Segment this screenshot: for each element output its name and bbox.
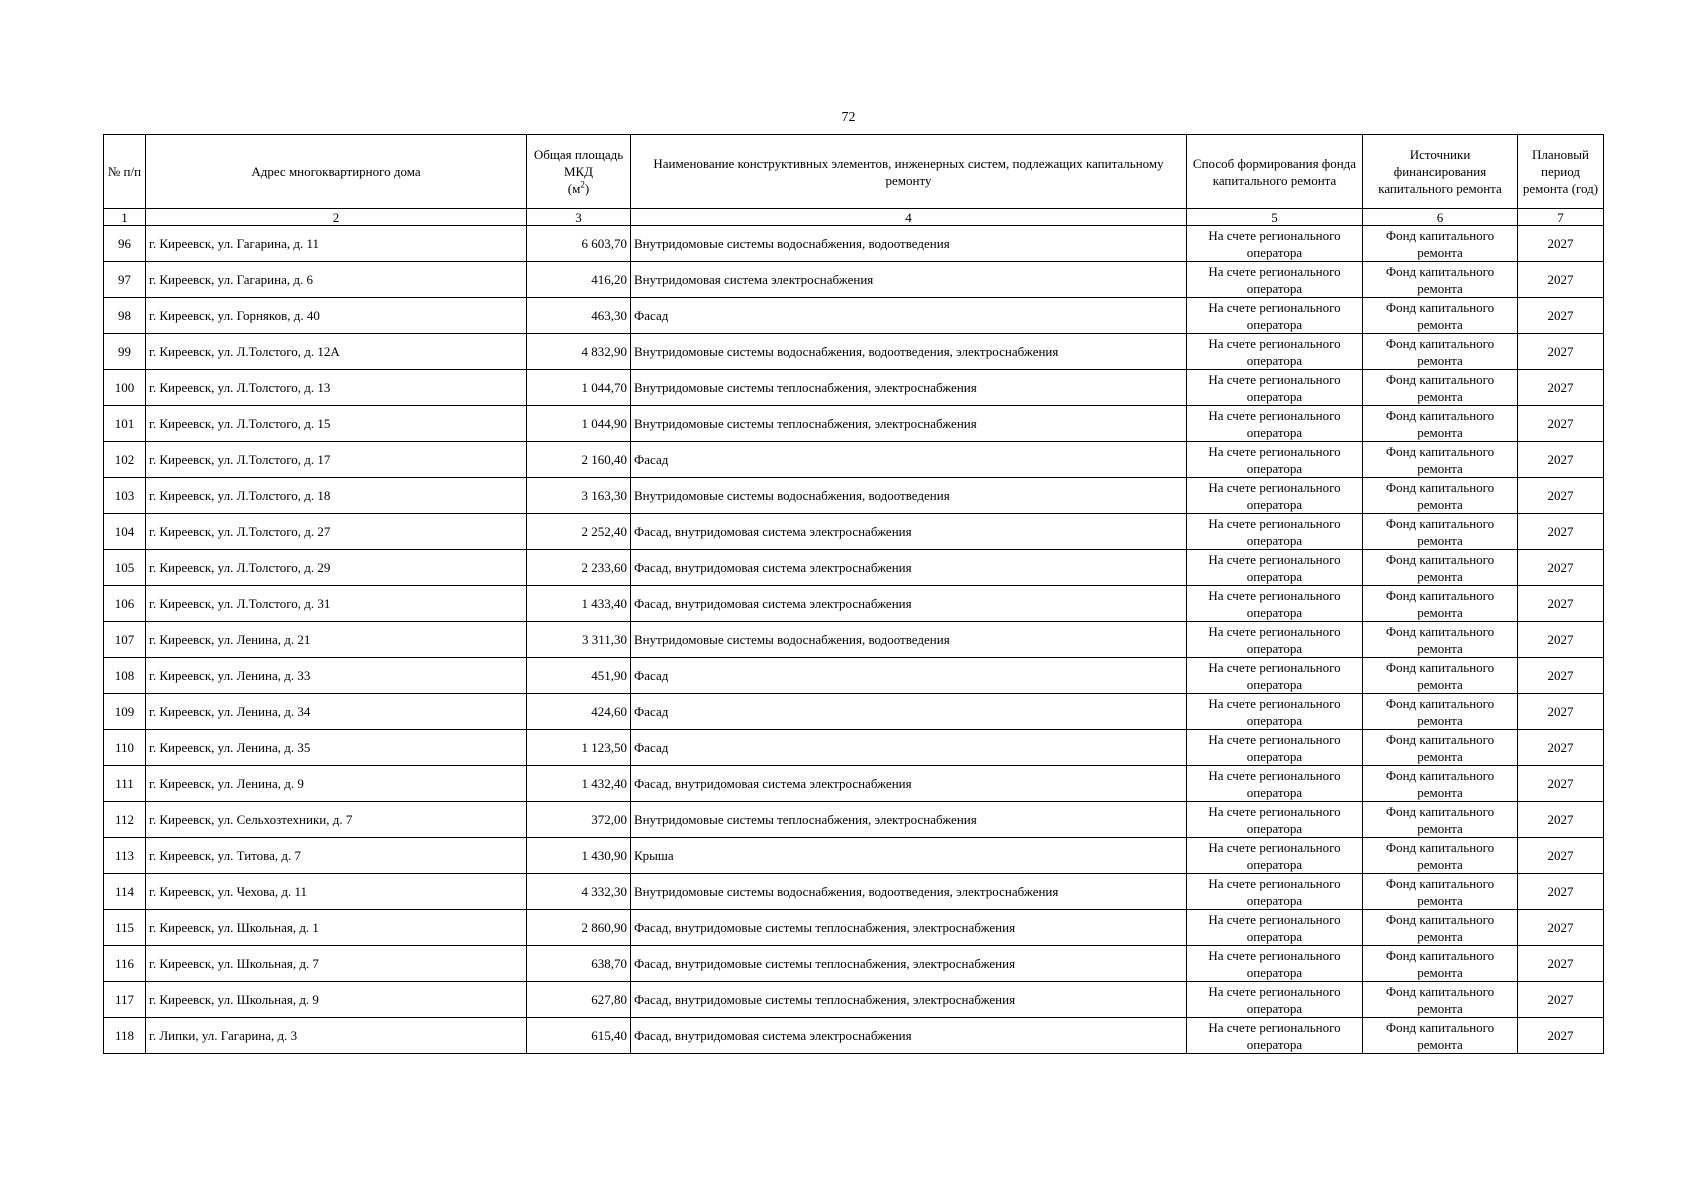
cell-area: 4 332,30	[527, 874, 631, 910]
cell-area: 2 233,60	[527, 550, 631, 586]
table-row	[104, 406, 1604, 442]
cell-source: Фонд капитального ремонта	[1363, 514, 1518, 550]
table-row	[104, 334, 1604, 370]
cell-elements: Фасад, внутридомовая система электроснабжения	[631, 514, 1187, 550]
cell-area: 1 123,50	[527, 730, 631, 766]
header-period: Плановый период ремонта (год)	[1518, 135, 1604, 209]
cell-num: 108	[104, 658, 146, 694]
cell-method: На счете регионального оператора	[1187, 658, 1363, 694]
cell-method: На счете регионального оператора	[1187, 262, 1363, 298]
cell-area: 615,40	[527, 1018, 631, 1054]
cell-elements: Внутридомовая система электроснабжения	[631, 262, 1187, 298]
cell-elements: Фасад, внутридомовые системы теплоснабжения, электроснабжения	[631, 946, 1187, 982]
cell-year: 2027	[1518, 694, 1604, 730]
cell-area: 3 311,30	[527, 622, 631, 658]
table-row	[104, 910, 1604, 946]
table-row	[104, 658, 1604, 694]
table-row	[104, 370, 1604, 406]
column-number: 6	[1363, 209, 1518, 226]
cell-source: Фонд капитального ремонта	[1363, 478, 1518, 514]
cell-elements: Фасад, внутридомовые системы теплоснабжения, электроснабжения	[631, 910, 1187, 946]
cell-year: 2027	[1518, 370, 1604, 406]
cell-source: Фонд капитального ремонта	[1363, 334, 1518, 370]
table-row	[104, 874, 1604, 910]
cell-source: Фонд капитального ремонта	[1363, 1018, 1518, 1054]
cell-method: На счете регионального оператора	[1187, 802, 1363, 838]
table-row	[104, 514, 1604, 550]
cell-area: 451,90	[527, 658, 631, 694]
cell-num: 110	[104, 730, 146, 766]
cell-method: На счете регионального оператора	[1187, 442, 1363, 478]
cell-address: г. Киреевск, ул. Л.Толстого, д. 17	[146, 442, 527, 478]
cell-source: Фонд капитального ремонта	[1363, 550, 1518, 586]
cell-year: 2027	[1518, 766, 1604, 802]
cell-method: На счете регионального оператора	[1187, 982, 1363, 1018]
cell-address: г. Киреевск, ул. Ленина, д. 21	[146, 622, 527, 658]
header-method: Способ формирования фонда капитального ремонта	[1187, 135, 1363, 209]
cell-num: 103	[104, 478, 146, 514]
cell-address: г. Киреевск, ул. Титова, д. 7	[146, 838, 527, 874]
cell-year: 2027	[1518, 442, 1604, 478]
cell-num: 102	[104, 442, 146, 478]
cell-year: 2027	[1518, 622, 1604, 658]
table-row	[104, 586, 1604, 622]
cell-num: 105	[104, 550, 146, 586]
cell-address: г. Киреевск, ул. Ленина, д. 33	[146, 658, 527, 694]
table-row	[104, 622, 1604, 658]
cell-num: 117	[104, 982, 146, 1018]
table-row	[104, 442, 1604, 478]
cell-method: На счете регионального оператора	[1187, 694, 1363, 730]
cell-source: Фонд капитального ремонта	[1363, 802, 1518, 838]
cell-method: На счете регионального оператора	[1187, 298, 1363, 334]
cell-address: г. Киреевск, ул. Чехова, д. 11	[146, 874, 527, 910]
table-row	[104, 982, 1604, 1018]
cell-address: г. Киреевск, ул. Ленина, д. 9	[146, 766, 527, 802]
header-area	[527, 135, 631, 209]
cell-num: 107	[104, 622, 146, 658]
header-address: Адрес многоквартирного дома	[146, 135, 527, 209]
cell-method: На счете регионального оператора	[1187, 334, 1363, 370]
cell-area: 1 432,40	[527, 766, 631, 802]
header-area-sup: 2	[580, 179, 585, 190]
cell-num: 111	[104, 766, 146, 802]
cell-address: г. Киреевск, ул. Ленина, д. 34	[146, 694, 527, 730]
table-row	[104, 946, 1604, 982]
cell-source: Фонд капитального ремонта	[1363, 226, 1518, 262]
cell-year: 2027	[1518, 226, 1604, 262]
cell-num: 118	[104, 1018, 146, 1054]
cell-elements: Фасад, внутридомовая система электроснабжения	[631, 586, 1187, 622]
table-row	[104, 262, 1604, 298]
cell-source: Фонд капитального ремонта	[1363, 838, 1518, 874]
cell-address: г. Киреевск, ул. Гагарина, д. 6	[146, 262, 527, 298]
cell-area: 2 252,40	[527, 514, 631, 550]
cell-elements: Внутридомовые системы водоснабжения, водоотведения	[631, 226, 1187, 262]
cell-address: г. Киреевск, ул. Гагарина, д. 11	[146, 226, 527, 262]
cell-area: 4 832,90	[527, 334, 631, 370]
cell-method: На счете регионального оператора	[1187, 766, 1363, 802]
cell-elements: Фасад, внутридомовая система электроснабжения	[631, 766, 1187, 802]
cell-method: На счете регионального оператора	[1187, 406, 1363, 442]
table-row	[104, 550, 1604, 586]
cell-year: 2027	[1518, 1018, 1604, 1054]
cell-year: 2027	[1518, 874, 1604, 910]
cell-method: На счете регионального оператора	[1187, 946, 1363, 982]
cell-source: Фонд капитального ремонта	[1363, 406, 1518, 442]
cell-num: 101	[104, 406, 146, 442]
cell-method: На счете регионального оператора	[1187, 730, 1363, 766]
table-row	[104, 730, 1604, 766]
cell-year: 2027	[1518, 838, 1604, 874]
cell-source: Фонд капитального ремонта	[1363, 586, 1518, 622]
column-number: 3	[527, 209, 631, 226]
cell-year: 2027	[1518, 946, 1604, 982]
cell-year: 2027	[1518, 658, 1604, 694]
cell-source: Фонд капитального ремонта	[1363, 766, 1518, 802]
cell-method: На счете регионального оператора	[1187, 874, 1363, 910]
cell-address: г. Киреевск, ул. Л.Толстого, д. 31	[146, 586, 527, 622]
table-row	[104, 226, 1604, 262]
header-source: Источники финансирования капитального ремонта	[1363, 135, 1518, 209]
cell-num: 100	[104, 370, 146, 406]
cell-source: Фонд капитального ремонта	[1363, 874, 1518, 910]
cell-num: 96	[104, 226, 146, 262]
cell-source: Фонд капитального ремонта	[1363, 910, 1518, 946]
cell-elements: Внутридомовые системы водоснабжения, водоотведения, электроснабжения	[631, 334, 1187, 370]
cell-source: Фонд капитального ремонта	[1363, 982, 1518, 1018]
repair-schedule-table	[103, 134, 1604, 1054]
cell-area: 1 433,40	[527, 586, 631, 622]
cell-elements: Крыша	[631, 838, 1187, 874]
cell-year: 2027	[1518, 802, 1604, 838]
table-row	[104, 1018, 1604, 1054]
cell-method: На счете регионального оператора	[1187, 622, 1363, 658]
cell-source: Фонд капитального ремонта	[1363, 442, 1518, 478]
cell-num: 113	[104, 838, 146, 874]
cell-address: г. Киреевск, ул. Л.Толстого, д. 18	[146, 478, 527, 514]
table-row	[104, 694, 1604, 730]
cell-num: 115	[104, 910, 146, 946]
table-row	[104, 298, 1604, 334]
cell-area: 2 860,90	[527, 910, 631, 946]
cell-area: 627,80	[527, 982, 631, 1018]
cell-num: 97	[104, 262, 146, 298]
cell-elements: Внутридомовые системы водоснабжения, водоотведения	[631, 622, 1187, 658]
cell-method: На счете регионального оператора	[1187, 910, 1363, 946]
cell-area: 1 044,70	[527, 370, 631, 406]
cell-method: На счете регионального оператора	[1187, 586, 1363, 622]
cell-num: 109	[104, 694, 146, 730]
cell-address: г. Киреевск, ул. Сельхозтехники, д. 7	[146, 802, 527, 838]
cell-elements: Внутридомовые системы теплоснабжения, электроснабжения	[631, 370, 1187, 406]
cell-elements: Фасад, внутридомовые системы теплоснабжения, электроснабжения	[631, 982, 1187, 1018]
cell-num: 116	[104, 946, 146, 982]
cell-year: 2027	[1518, 514, 1604, 550]
cell-area: 416,20	[527, 262, 631, 298]
cell-num: 104	[104, 514, 146, 550]
cell-address: г. Киреевск, ул. Школьная, д. 1	[146, 910, 527, 946]
cell-address: г. Киреевск, ул. Л.Толстого, д. 13	[146, 370, 527, 406]
table-row	[104, 766, 1604, 802]
column-number: 1	[104, 209, 146, 226]
column-number: 2	[146, 209, 527, 226]
cell-method: На счете регионального оператора	[1187, 478, 1363, 514]
cell-area: 3 163,30	[527, 478, 631, 514]
cell-area: 1 044,90	[527, 406, 631, 442]
cell-source: Фонд капитального ремонта	[1363, 370, 1518, 406]
cell-method: На счете регионального оператора	[1187, 550, 1363, 586]
cell-source: Фонд капитального ремонта	[1363, 298, 1518, 334]
cell-method: На счете регионального оператора	[1187, 838, 1363, 874]
header-area-close: )	[584, 181, 590, 196]
cell-elements: Фасад	[631, 730, 1187, 766]
cell-elements: Внутридомовые системы теплоснабжения, электроснабжения	[631, 802, 1187, 838]
table-row	[104, 478, 1604, 514]
cell-year: 2027	[1518, 982, 1604, 1018]
cell-area: 638,70	[527, 946, 631, 982]
cell-year: 2027	[1518, 730, 1604, 766]
cell-year: 2027	[1518, 586, 1604, 622]
header-num: № п/п	[104, 135, 146, 209]
cell-num: 99	[104, 334, 146, 370]
cell-source: Фонд капитального ремонта	[1363, 694, 1518, 730]
cell-method: На счете регионального оператора	[1187, 1018, 1363, 1054]
cell-elements: Фасад, внутридомовая система электроснабжения	[631, 550, 1187, 586]
cell-method: На счете регионального оператора	[1187, 514, 1363, 550]
cell-num: 106	[104, 586, 146, 622]
cell-area: 2 160,40	[527, 442, 631, 478]
cell-elements: Фасад	[631, 442, 1187, 478]
column-number: 5	[1187, 209, 1363, 226]
cell-year: 2027	[1518, 550, 1604, 586]
cell-year: 2027	[1518, 334, 1604, 370]
cell-num: 98	[104, 298, 146, 334]
cell-year: 2027	[1518, 298, 1604, 334]
cell-address: г. Киреевск, ул. Ленина, д. 35	[146, 730, 527, 766]
column-number-row	[104, 209, 1604, 226]
cell-elements: Фасад, внутридомовая система электроснабжения	[631, 1018, 1187, 1054]
cell-year: 2027	[1518, 406, 1604, 442]
table-row	[104, 838, 1604, 874]
cell-elements: Фасад	[631, 298, 1187, 334]
cell-source: Фонд капитального ремонта	[1363, 262, 1518, 298]
cell-year: 2027	[1518, 910, 1604, 946]
cell-source: Фонд капитального ремонта	[1363, 622, 1518, 658]
cell-elements: Фасад	[631, 658, 1187, 694]
cell-elements: Внутридомовые системы водоснабжения, водоотведения, электроснабжения	[631, 874, 1187, 910]
cell-year: 2027	[1518, 262, 1604, 298]
cell-area: 6 603,70	[527, 226, 631, 262]
header-row	[104, 135, 1604, 209]
cell-address: г. Киреевск, ул. Л.Толстого, д. 29	[146, 550, 527, 586]
cell-address: г. Киреевск, ул. Школьная, д. 7	[146, 946, 527, 982]
cell-address: г. Киреевск, ул. Л.Толстого, д. 27	[146, 514, 527, 550]
cell-num: 114	[104, 874, 146, 910]
cell-source: Фонд капитального ремонта	[1363, 658, 1518, 694]
cell-source: Фонд капитального ремонта	[1363, 730, 1518, 766]
header-area-label: Общая площадь МКД	[533, 147, 624, 179]
table-row	[104, 802, 1604, 838]
cell-area: 1 430,90	[527, 838, 631, 874]
cell-address: г. Киреевск, ул. Горняков, д. 40	[146, 298, 527, 334]
cell-source: Фонд капитального ремонта	[1363, 946, 1518, 982]
cell-year: 2027	[1518, 478, 1604, 514]
cell-address: г. Киреевск, ул. Школьная, д. 9	[146, 982, 527, 1018]
cell-area: 372,00	[527, 802, 631, 838]
cell-method: На счете регионального оператора	[1187, 226, 1363, 262]
cell-area: 424,60	[527, 694, 631, 730]
cell-address: г. Киреевск, ул. Л.Толстого, д. 12А	[146, 334, 527, 370]
cell-elements: Фасад	[631, 694, 1187, 730]
column-number: 4	[631, 209, 1187, 226]
cell-elements: Внутридомовые системы теплоснабжения, электроснабжения	[631, 406, 1187, 442]
header-elements: Наименование конструктивных элементов, инженерных систем, подлежащих капитальному ремонту	[631, 135, 1187, 209]
cell-method: На счете регионального оператора	[1187, 370, 1363, 406]
header-area-unit: (м	[567, 181, 581, 196]
cell-address: г. Липки, ул. Гагарина, д. 3	[146, 1018, 527, 1054]
page-number: 72	[841, 110, 856, 125]
column-number: 7	[1518, 209, 1604, 226]
cell-elements: Внутридомовые системы водоснабжения, водоотведения	[631, 478, 1187, 514]
cell-area: 463,30	[527, 298, 631, 334]
cell-address: г. Киреевск, ул. Л.Толстого, д. 15	[146, 406, 527, 442]
cell-num: 112	[104, 802, 146, 838]
